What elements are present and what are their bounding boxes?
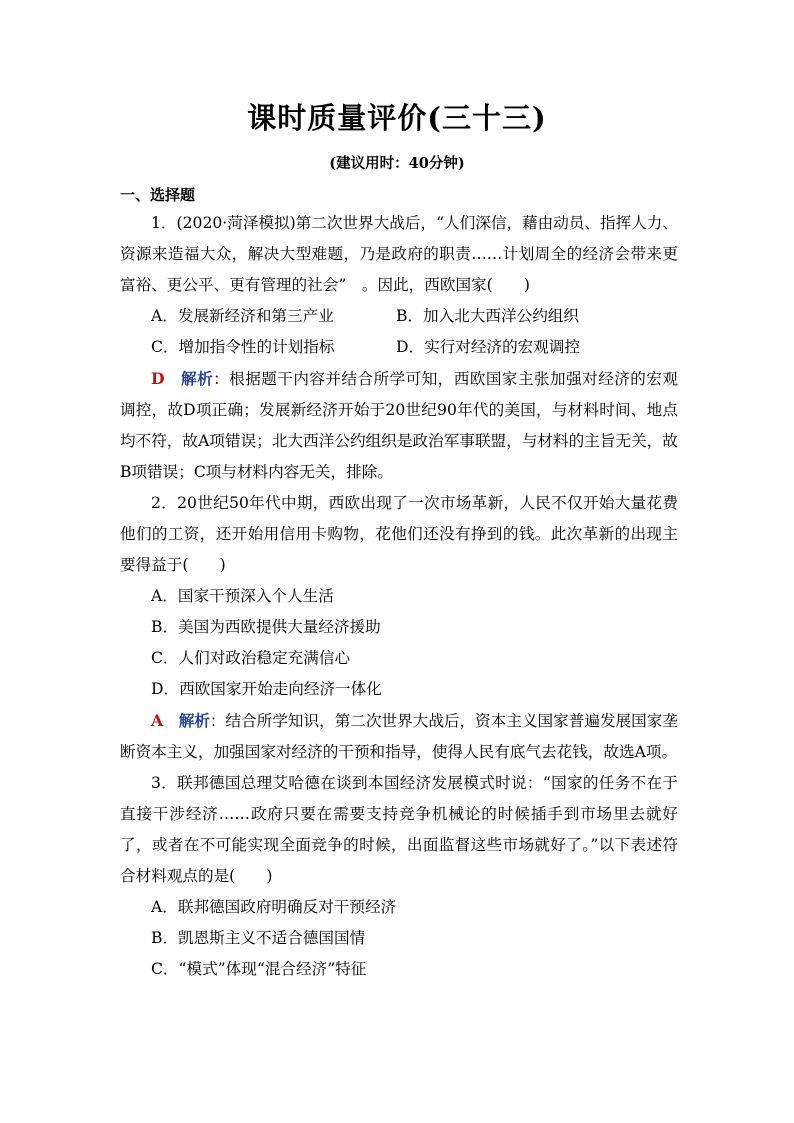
question-1-option-c[interactable]: C．增加指令性的计划指标 xyxy=(151,338,335,356)
question-2-option-c[interactable]: C．人们对政治稳定充满信心 xyxy=(151,649,351,667)
question-3-stem: 3．联邦德国总理艾哈德在谈到本国经济发展模式时说：“国家的任务不在于直接干涉经济……政府只要在需要支持竞争机械论的时候插手到市场里去就好了，或者在不可能实现全面竞争的时候，出面监督这些市场就好了。”以下表述符合材料观点的是( ) xyxy=(120,774,678,885)
question-2-option-b[interactable]: B．美国为西欧提供大量经济援助 xyxy=(151,618,381,636)
question-2-analysis-text: ：结合所学知识，第二次世界大战后，资本主义国家普遍发展国家垄断资本主义，加强国家对经济的干预和指导，使得人民有底气去花钱，故选A项。 xyxy=(120,712,678,761)
question-1-option-a[interactable]: A．发展新经济和第三产业 xyxy=(151,307,334,325)
question-2-answer: A xyxy=(151,711,164,730)
section-heading: 一、选择题 xyxy=(120,186,196,204)
analysis-label: 解析 xyxy=(178,711,210,730)
question-1-option-b[interactable]: B．加入北大西洋公约组织 xyxy=(396,307,579,325)
analysis-label: 解析 xyxy=(181,369,214,388)
page-title: 课时质量评价(三十三) xyxy=(247,101,547,135)
question-2-stem: 2．20世纪50年代中期，西欧出现了一次市场革新，人民不仅开始大量花费他们的工资，还开始用信用卡购物，花他们还没有挣到的钱。此次革新的出现主要得益于( ) xyxy=(120,494,678,574)
question-list xyxy=(120,208,678,985)
question-1-answer: D xyxy=(151,369,165,388)
question-1-analysis xyxy=(120,363,678,488)
question-1-analysis-text: ：根据题干内容并结合所学可知，西欧国家主张加强对经济的宏观调控，故D项正确；发展新经济开始于20世纪90年代的美国，与材料时间、地点均不符，故A项错误；北大西洋公约组织是政治军事联盟，与材料的主旨无关，故B项错误；C项与材料内容无关，排除。 xyxy=(120,370,678,481)
question-1-option-d[interactable]: D．实行对经济的宏观调控 xyxy=(396,338,581,356)
question-2-option-a[interactable]: A．国家干预深入个人生活 xyxy=(151,587,334,605)
question-1-options-row-1 xyxy=(120,301,678,332)
suggested-time: (建议用时：40分钟) xyxy=(329,155,465,172)
question-2-analysis xyxy=(120,705,678,768)
question-3-option-c[interactable]: C．“模式”体现“混合经济”特征 xyxy=(151,960,367,978)
question-1-stem: 1．(2020·菏泽模拟)第二次世界大战后，“人们深信，藉由动员、指挥人力、资源来造福大众，解决大型难题，乃是政府的职责……计划周全的经济会带来更富裕、更公平、更有管理的社会” 。因此，西欧国家( ) xyxy=(120,214,678,294)
question-1-options-row-2 xyxy=(120,332,678,363)
question-3-option-b[interactable]: B．凯恩斯主义不适合德国国情 xyxy=(151,929,366,947)
question-3-option-a[interactable]: A．联邦德国政府明确反对干预经济 xyxy=(151,898,397,916)
question-2-option-d[interactable]: D．西欧国家开始走向经济一体化 xyxy=(151,680,382,698)
